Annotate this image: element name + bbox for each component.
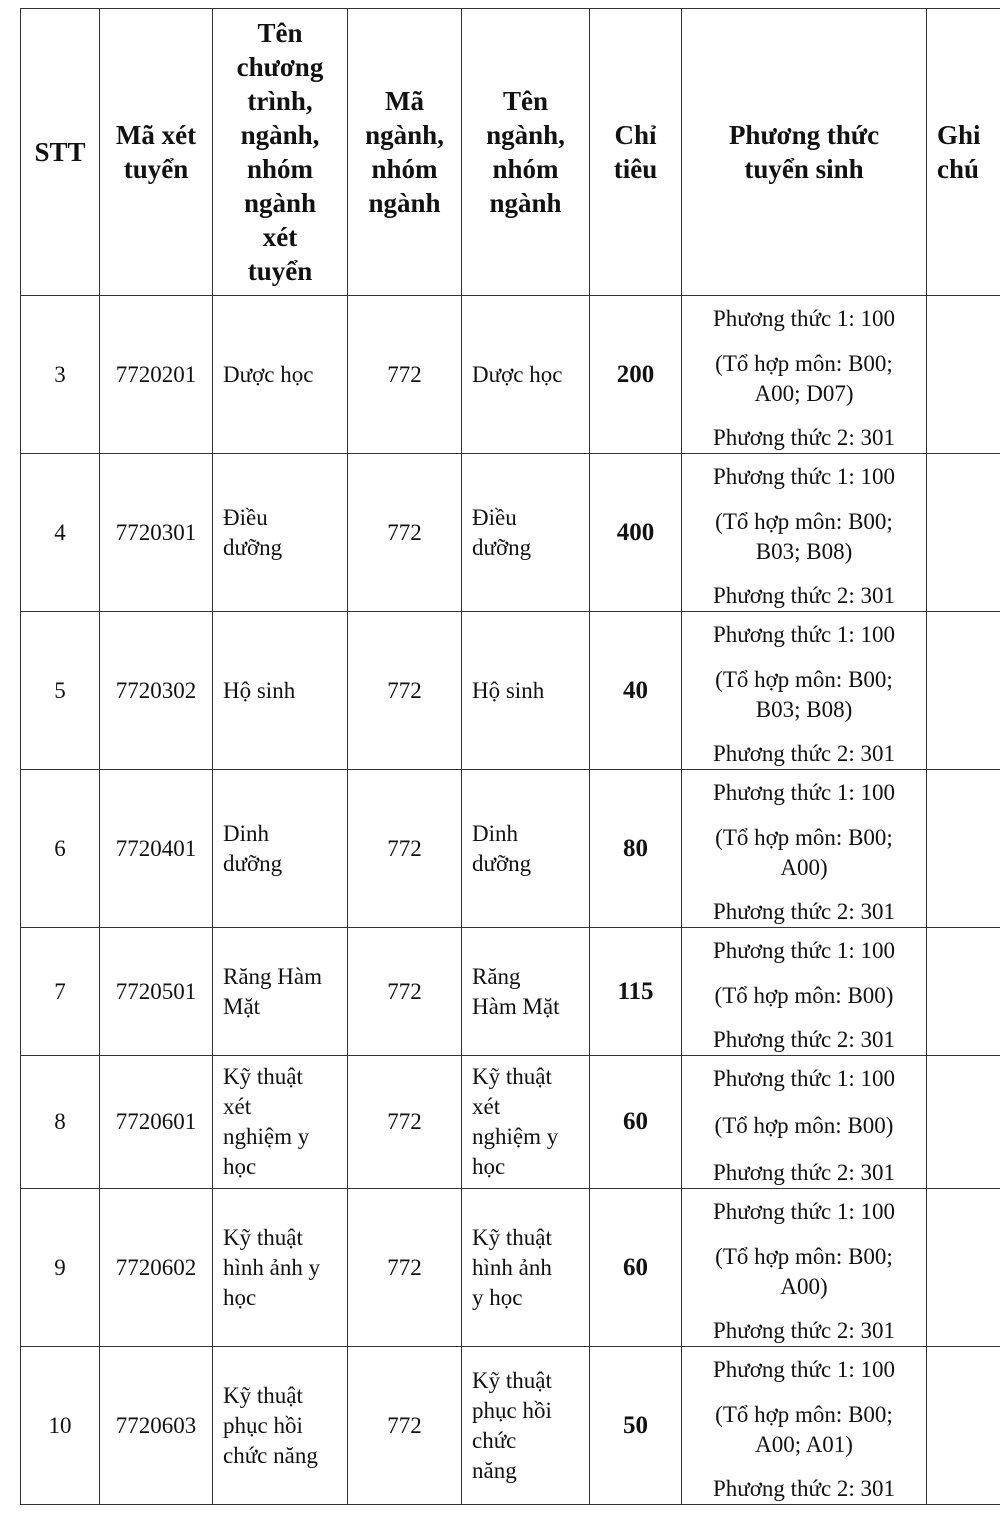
cell-ten-chuong-trinh: Răng Hàm Mặt <box>213 928 348 1056</box>
cell-ten-chuong-trinh: Điều dưỡng <box>213 454 348 612</box>
table-row <box>21 1056 1000 1189</box>
cell-chi-tieu: 400 <box>590 454 682 612</box>
subject-combination: (Tổ hợp môn: B00; B03; B08) <box>715 666 893 722</box>
cell-chi-tieu: 115 <box>590 928 682 1056</box>
cell-ten-chuong-trinh: Hộ sinh <box>213 612 348 770</box>
cell-ten-nganh: Kỹ thuật phục hồi chức năng <box>462 1347 590 1505</box>
table-row <box>21 1189 1000 1347</box>
cell-stt: 8 <box>21 1056 100 1189</box>
cell-stt: 6 <box>21 770 100 928</box>
cell-stt: 7 <box>21 928 100 1056</box>
cell-ten-chuong-trinh: Kỹ thuật hình ảnh y học <box>213 1189 348 1347</box>
cell-ma-nganh: 772 <box>348 612 462 770</box>
method-1: Phương thức 1: 100 <box>712 1199 896 1224</box>
cell-ma-nganh: 772 <box>348 1056 462 1189</box>
cell-ten-chuong-trinh: Dược học <box>213 296 348 454</box>
cell-stt: 3 <box>21 296 100 454</box>
method-2: Phương thức 2: 301 <box>712 741 896 766</box>
table-row <box>21 612 1000 770</box>
header-chi-tieu: Chỉ tiêu <box>590 9 682 296</box>
table-row <box>21 296 1000 454</box>
cell-chi-tieu: 60 <box>590 1056 682 1189</box>
cell-ma-xet-tuyen: 7720602 <box>100 1189 213 1347</box>
header-phuong-thuc: Phương thức tuyển sinh <box>682 9 927 296</box>
cell-ma-xet-tuyen: 7720501 <box>100 928 213 1056</box>
method-2: Phương thức 2: 301 <box>712 583 896 608</box>
header-row <box>21 9 1000 296</box>
method-1: Phương thức 1: 100 <box>712 938 896 963</box>
cell-stt: 4 <box>21 454 100 612</box>
cell-ma-nganh: 772 <box>348 296 462 454</box>
cell-phuong-thuc <box>682 296 927 454</box>
cell-ma-nganh: 772 <box>348 1189 462 1347</box>
method-2: Phương thức 2: 301 <box>712 1318 896 1343</box>
cell-ma-nganh: 772 <box>348 770 462 928</box>
cell-ghi-chu <box>927 770 1000 928</box>
table-row <box>21 928 1000 1056</box>
cell-ten-nganh: Kỹ thuật xét nghiệm y học <box>462 1056 590 1189</box>
cell-ma-xet-tuyen: 7720401 <box>100 770 213 928</box>
subject-combination: (Tổ hợp môn: B00; A00; D07) <box>715 350 893 406</box>
method-2: Phương thức 2: 301 <box>712 1160 896 1185</box>
cell-ten-chuong-trinh: Kỹ thuật phục hồi chức năng <box>213 1347 348 1505</box>
header-ma-nganh: Mã ngành, nhóm ngành <box>348 9 462 296</box>
cell-phuong-thuc <box>682 770 927 928</box>
cell-ma-nganh: 772 <box>348 928 462 1056</box>
subject-combination: (Tổ hợp môn: B00; A00; A01) <box>715 1401 893 1457</box>
cell-chi-tieu: 80 <box>590 770 682 928</box>
cell-ghi-chu <box>927 1189 1000 1347</box>
cell-chi-tieu: 60 <box>590 1189 682 1347</box>
header-ten-chuong-trinh: Tên chương trình, ngành, nhóm ngành xét tuyển <box>213 9 348 296</box>
cell-ten-nganh: Dược học <box>462 296 590 454</box>
cell-ten-nganh: Răng Hàm Mặt <box>462 928 590 1056</box>
header-ma-xet-tuyen: Mã xét tuyển <box>100 9 213 296</box>
cell-ten-nganh: Kỹ thuật hình ảnh y học <box>462 1189 590 1347</box>
cell-ghi-chu <box>927 928 1000 1056</box>
subject-combination: (Tổ hợp môn: B00) <box>714 982 894 1008</box>
cell-ten-nganh: Dinh dưỡng <box>462 770 590 928</box>
cell-ten-nganh: Điều dưỡng <box>462 454 590 612</box>
method-1: Phương thức 1: 100 <box>712 464 896 489</box>
cell-ten-chuong-trinh: Kỹ thuật xét nghiệm y học <box>213 1056 348 1189</box>
cell-ma-xet-tuyen: 7720601 <box>100 1056 213 1189</box>
method-1: Phương thức 1: 100 <box>712 622 896 647</box>
cell-ma-xet-tuyen: 7720603 <box>100 1347 213 1505</box>
method-2: Phương thức 2: 301 <box>712 899 896 924</box>
method-2: Phương thức 2: 301 <box>712 1476 896 1501</box>
cell-phuong-thuc <box>682 928 927 1056</box>
method-2: Phương thức 2: 301 <box>712 1027 896 1052</box>
cell-stt: 5 <box>21 612 100 770</box>
subject-combination: (Tổ hợp môn: B00; A00) <box>715 824 893 880</box>
method-2: Phương thức 2: 301 <box>712 425 896 450</box>
cell-chi-tieu: 40 <box>590 612 682 770</box>
cell-ghi-chu <box>927 454 1000 612</box>
cell-ma-xet-tuyen: 7720301 <box>100 454 213 612</box>
cell-ma-nganh: 772 <box>348 454 462 612</box>
cell-phuong-thuc <box>682 1189 927 1347</box>
table-row <box>21 1347 1000 1505</box>
cell-stt: 9 <box>21 1189 100 1347</box>
cell-chi-tieu: 200 <box>590 296 682 454</box>
cell-ghi-chu <box>927 296 1000 454</box>
cell-ma-xet-tuyen: 7720302 <box>100 612 213 770</box>
admissions-table <box>20 8 1000 1505</box>
cell-phuong-thuc <box>682 1347 927 1505</box>
method-1: Phương thức 1: 100 <box>712 1357 896 1382</box>
cell-stt: 10 <box>21 1347 100 1505</box>
method-1: Phương thức 1: 100 <box>712 306 896 331</box>
cell-ghi-chu <box>927 1056 1000 1189</box>
subject-combination: (Tổ hợp môn: B00) <box>714 1113 894 1138</box>
cell-chi-tieu: 50 <box>590 1347 682 1505</box>
cell-ten-nganh: Hộ sinh <box>462 612 590 770</box>
cell-ten-chuong-trinh: Dinh dưỡng <box>213 770 348 928</box>
table-row <box>21 770 1000 928</box>
cell-phuong-thuc <box>682 454 927 612</box>
subject-combination: (Tổ hợp môn: B00; A00) <box>715 1243 893 1299</box>
header-ghi-chu: Ghi chú <box>927 9 1000 296</box>
cell-ma-nganh: 772 <box>348 1347 462 1505</box>
table-row <box>21 454 1000 612</box>
cell-ghi-chu <box>927 612 1000 770</box>
subject-combination: (Tổ hợp môn: B00; B03; B08) <box>715 508 893 564</box>
cell-phuong-thuc <box>682 612 927 770</box>
method-1: Phương thức 1: 100 <box>712 1066 896 1091</box>
cell-ma-xet-tuyen: 7720201 <box>100 296 213 454</box>
header-stt: STT <box>21 9 100 296</box>
method-1: Phương thức 1: 100 <box>712 780 896 805</box>
cell-phuong-thuc <box>682 1056 927 1189</box>
header-ten-nganh: Tên ngành, nhóm ngành <box>462 9 590 296</box>
cell-ghi-chu <box>927 1347 1000 1505</box>
